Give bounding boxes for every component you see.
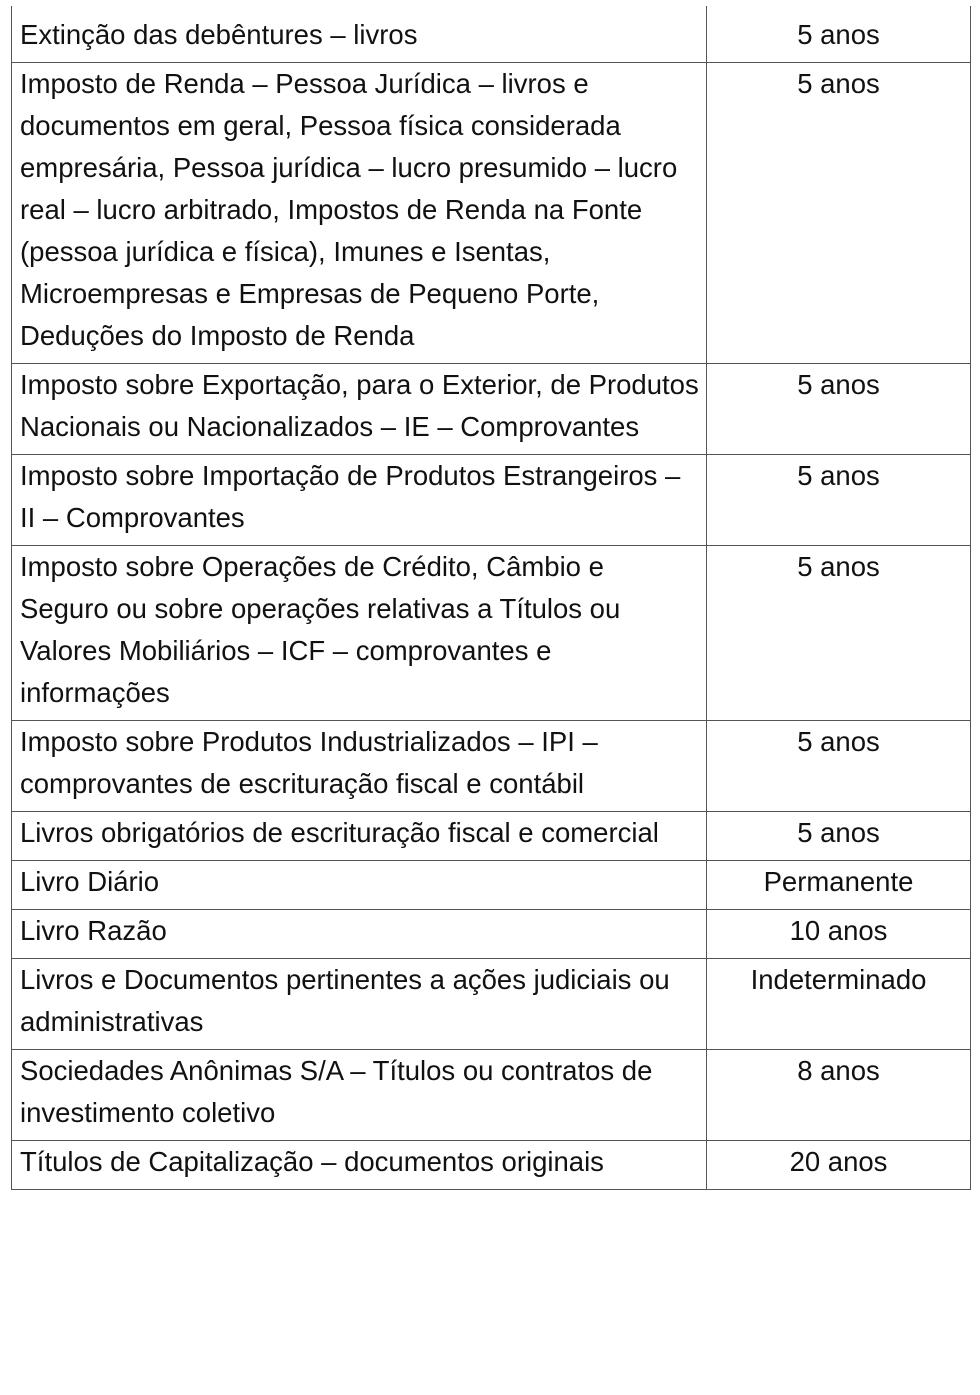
document-type-cell: Livros obrigatórios de escrituração fiscal e comercial	[12, 812, 707, 861]
retention-period-cell: 10 anos	[707, 910, 971, 959]
retention-period-cell: 5 anos	[707, 546, 971, 721]
table-row	[12, 910, 971, 959]
retention-period-cell: 5 anos	[707, 6, 971, 63]
table-row	[12, 721, 971, 812]
document-type-cell: Imposto sobre Operações de Crédito, Câmbio e Seguro ou sobre operações relativas a Títulos ou Valores Mobiliários – ICF – comprovantes e informações	[12, 546, 707, 721]
table-row	[12, 6, 971, 63]
retention-period-cell: Indeterminado	[707, 959, 971, 1050]
document-type-cell: Imposto sobre Importação de Produtos Estrangeiros – II – Comprovantes	[12, 455, 707, 546]
retention-period-cell: 5 anos	[707, 364, 971, 455]
table-row	[12, 959, 971, 1050]
table-row	[12, 861, 971, 910]
retention-period-cell: 8 anos	[707, 1050, 971, 1141]
document-type-cell: Imposto sobre Exportação, para o Exterior, de Produtos Nacionais ou Nacionalizados – IE – Comprovantes	[12, 364, 707, 455]
table-row	[12, 455, 971, 546]
document-type-cell: Sociedades Anônimas S/A – Títulos ou contratos de investimento coletivo	[12, 1050, 707, 1141]
retention-table	[11, 6, 971, 1190]
retention-period-cell: 5 anos	[707, 721, 971, 812]
document-type-cell: Imposto de Renda – Pessoa Jurídica – livros e documentos em geral, Pessoa física considerada empresária, Pessoa jurídica – lucro presumido – lucro real – lucro arbitrado, Impostos de Renda na Fonte (pessoa jurídica e física), Imunes e Isentas, Microempresas e Empresas de Pequeno Porte, Deduções do Imposto de Renda	[12, 63, 707, 364]
retention-period-cell: Permanente	[707, 861, 971, 910]
table-row	[12, 546, 971, 721]
document-type-cell: Livros e Documentos pertinentes a ações judiciais ou administrativas	[12, 959, 707, 1050]
document-type-cell: Livro Razão	[12, 910, 707, 959]
retention-period-cell: 20 anos	[707, 1141, 971, 1190]
document-type-cell: Títulos de Capitalização – documentos originais	[12, 1141, 707, 1190]
document-type-cell: Livro Diário	[12, 861, 707, 910]
document-type-cell: Imposto sobre Produtos Industrializados – IPI – comprovantes de escrituração fiscal e contábil	[12, 721, 707, 812]
table-row	[12, 1141, 971, 1190]
retention-period-cell: 5 anos	[707, 455, 971, 546]
document-type-cell: Extinção das debêntures – livros	[12, 6, 707, 63]
retention-period-cell: 5 anos	[707, 812, 971, 861]
table-row	[12, 812, 971, 861]
retention-table-body	[12, 6, 971, 1190]
retention-period-cell: 5 anos	[707, 63, 971, 364]
table-row	[12, 1050, 971, 1141]
table-row	[12, 63, 971, 364]
table-row	[12, 364, 971, 455]
